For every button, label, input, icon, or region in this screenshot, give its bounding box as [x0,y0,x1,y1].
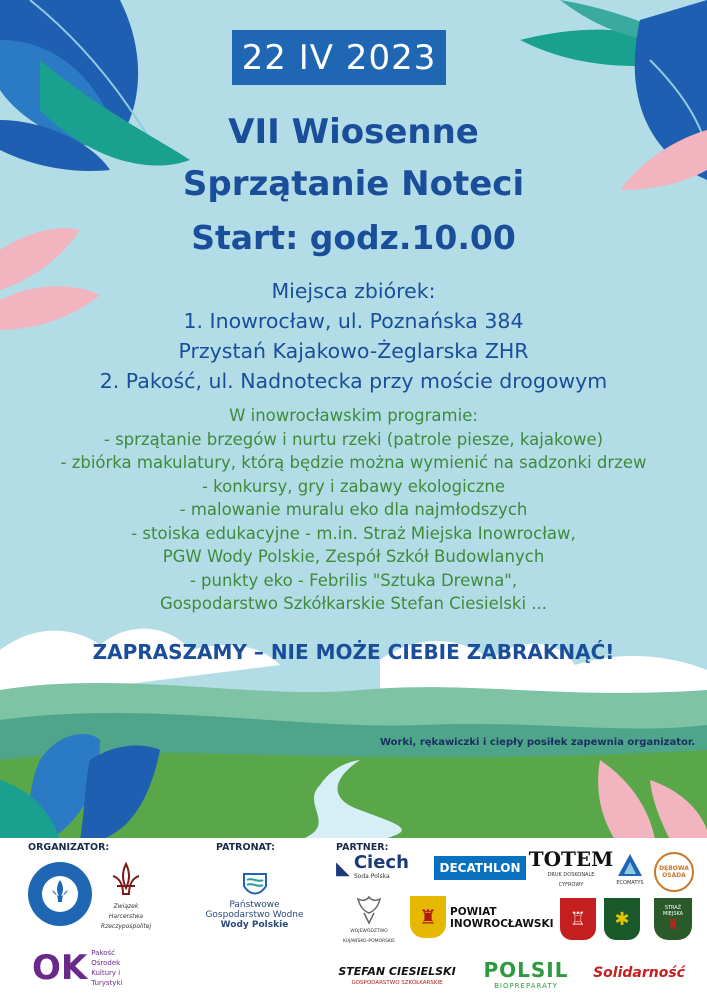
triangle-icon [616,852,644,878]
straz-name: STRAŻ MIEJSKA [662,905,684,917]
okit-name: Pakość Ośrodek Kultury i Turystyki [91,949,123,987]
program-item: - sprzątanie brzegów i nurtu rzeki (patrole piesze, kajakowe) [103,429,604,449]
title-line-1: VII Wiosenne [228,112,479,152]
places-heading: Miejsca zbiórek: [271,279,436,303]
straz-miejska-logo [654,898,692,940]
program-item: PGW Wody Polskie, Zespół Szkół Budowlanych [162,547,545,566]
wojewodztwo-name: WOJEWÓDZTWO KUJAWSKO-POMORSKIE [342,929,396,944]
patronage-label: PATRONAT: [216,842,275,853]
place-line: Przystań Kajakowo-Żeglarska ZHR [178,339,529,363]
debowa-osada-logo: DĘBOWA OSADA [654,852,694,892]
ciech-mark-icon: ◣ [336,857,350,879]
powiat-line-2: INOWROCŁAWSKI [450,918,554,930]
zhr-name: Związek Harcerstwa Rzeczypospolitej [100,903,152,930]
meeting-places [0,276,707,396]
tower-icon: ♖ [569,908,587,930]
program-heading: W inowrocławskim programie: [229,406,478,425]
polsil-name: POLSIL [483,958,569,982]
water-wave-icon [240,870,270,900]
stefan-sub: GOSPODARSTWO SZKÓŁKARSKIE [351,979,443,986]
ecomatys-logo [612,850,648,890]
solidarnosc-logo: Solidarność [593,965,685,981]
inowroclaw-crest-icon [560,898,596,940]
program-item: - stoiska edukacyjne - m.in. Straż Miejska Inowrocław, [131,523,576,543]
organizer-label: ORGANIZATOR: [28,842,110,853]
ecomatys-name: ECOMATYS [616,880,644,886]
powiat-logo [450,902,554,934]
wody-line-1: Państwowe [229,900,280,910]
eagle-icon [354,893,384,927]
straz-crest-icon: ♜ [666,917,680,933]
date-banner: 22 IV 2023 [232,30,446,85]
program-item: - zbiórka makulatury, którą będzie można wymienić na sadzonki drzew [60,453,647,472]
crest-eagle-icon: ♜ [419,905,437,929]
okit-mark-icon: OK [32,948,88,988]
kayak-club-logo [28,862,92,926]
stefan-name: STEFAN CIESIELSKI [338,964,456,978]
zhr-logo [100,862,152,932]
totem-logo [528,847,614,888]
totem-sub: DRUK DOSKONALE CYFROWY [547,872,595,888]
wody-line-3: Wody Polskie [220,920,289,930]
program-item: - konkursy, gry i zabawy ekologiczne [201,476,506,496]
polsil-logo [474,958,578,992]
program-list [0,404,707,616]
polsil-sub: BIOPREPARATY [494,982,558,990]
place-line: 2. Pakość, ul. Nadnotecka przy moście drogowym [99,369,608,393]
partner-label: PARTNER: [336,842,389,853]
gmina-crest-icon: ✱ [604,898,640,940]
organizer-note: Worki, rękawiczki i ciepły posiłek zapewnia organizator. [380,737,696,748]
ciech-sub: Soda Polska [353,873,390,880]
invite-slogan: ZAPRASZAMY – NIE MOŻE CIEBIE ZABRAKNĄĆ! [92,640,615,664]
wojewodztwo-logo [340,892,398,948]
fleur-de-lis-icon [40,874,80,914]
totem-name: TOTEM [528,847,614,871]
start-time: Start: godz.10.00 [191,218,516,257]
wody-line-2: Gospodarstwo Wodne [205,910,304,920]
ciech-logo [336,854,426,882]
wody-polskie-logo [192,860,317,940]
ciech-name: Ciech [353,852,409,873]
okit-logo [32,945,142,991]
decathlon-logo: DECATHLON [434,856,526,880]
stefan-ciesielski-logo [336,960,458,992]
powiat-line-1: POWIAT [450,906,497,918]
program-item: Gospodarstwo Szkółkarskie Stefan Ciesielski ... [159,594,548,613]
place-line: 1. Inowrocław, ul. Poznańska 384 [183,309,524,333]
program-item: - malowanie muralu eko dla najmłodszych [179,500,528,519]
powiat-crest-icon [410,896,446,938]
program-item: - punkty eko - Febrilis "Sztuka Drewna", [189,570,518,590]
scout-lily-icon [109,862,143,902]
title-line-2: Sprzątanie Noteci [182,164,525,204]
